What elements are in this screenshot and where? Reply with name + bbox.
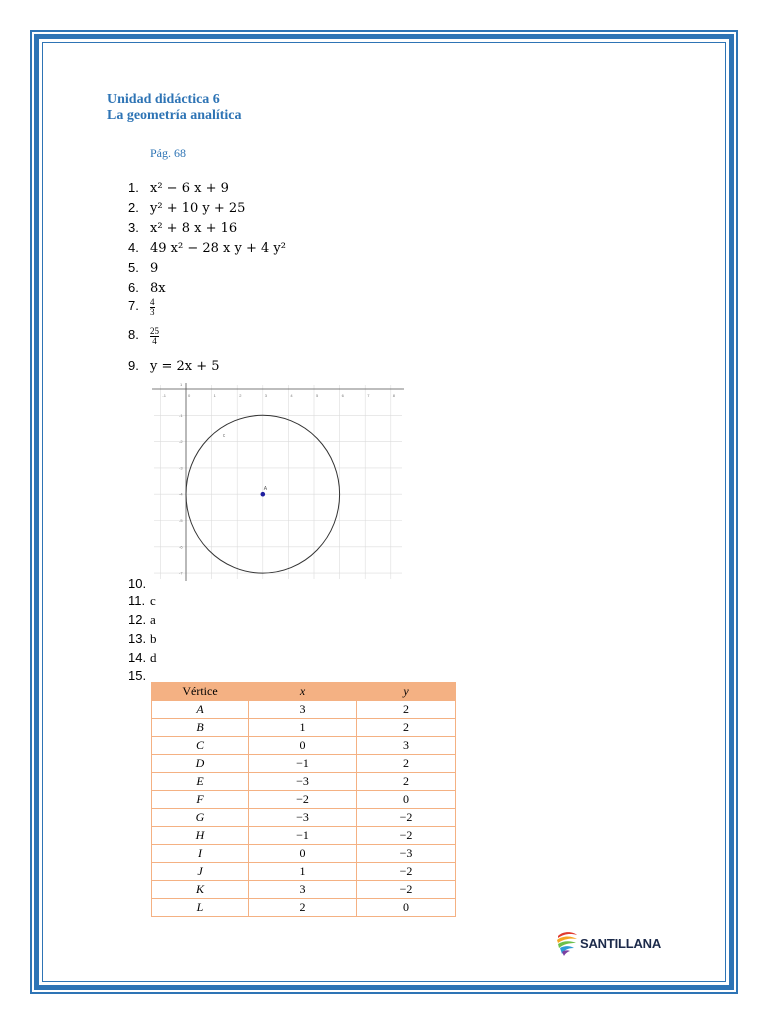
answer-number: 3. (128, 220, 139, 235)
y-tick-label: -1 (179, 412, 183, 418)
answer-number: 4. (128, 240, 139, 255)
answer-8 (128, 327, 159, 346)
table-row (152, 737, 456, 755)
y-cell: 0 (357, 899, 456, 917)
answer-number: 6. (128, 280, 139, 295)
table-row (152, 773, 456, 791)
vertex-cell: H (152, 827, 249, 845)
y-cell: 2 (357, 755, 456, 773)
table-row (152, 791, 456, 809)
x-cell: 3 (249, 881, 357, 899)
vertex-cell: F (152, 791, 249, 809)
vertex-cell: G (152, 809, 249, 827)
x-tick-label: 2 (239, 393, 242, 398)
y-tick-label: -6 (179, 544, 183, 550)
answer-number: 10. (128, 576, 147, 591)
answer-13 (128, 631, 157, 647)
denominator: 3 (150, 307, 155, 317)
santillana-logo-text: SANTILLANA (580, 935, 662, 951)
answer-number: 8. (128, 327, 139, 343)
header-x: x (249, 683, 357, 701)
answer-7 (128, 298, 155, 317)
answer-text: x² + 8 x + 16 (150, 221, 238, 236)
vertex-cell: D (152, 755, 249, 773)
table-row (152, 827, 456, 845)
y-cell: 2 (357, 773, 456, 791)
x-cell: −1 (249, 755, 357, 773)
answer-text: y² + 10 y + 25 (150, 201, 246, 216)
answer-5 (128, 260, 158, 276)
x-tick-label: 7 (367, 393, 370, 398)
x-tick-label: 4 (290, 393, 293, 398)
answer-4 (128, 240, 286, 256)
vertex-cell: C (152, 737, 249, 755)
x-cell: −1 (249, 827, 357, 845)
y-tick-label: -4 (179, 491, 183, 497)
answer-number: 14. (128, 650, 147, 665)
vertex-cell: L (152, 899, 249, 917)
vertex-cell: K (152, 881, 249, 899)
answer-text: 8x (150, 281, 166, 296)
answer-6 (128, 280, 166, 296)
y-top-tick-label: 1 (180, 383, 183, 387)
y-cell: −2 (357, 827, 456, 845)
y-cell: 2 (357, 719, 456, 737)
vertex-cell: B (152, 719, 249, 737)
x-cell: 2 (249, 899, 357, 917)
x-cell: −2 (249, 791, 357, 809)
x-cell: 0 (249, 737, 357, 755)
answer-number: 1. (128, 180, 139, 195)
answer-text: 9 (150, 261, 159, 276)
vertex-cell: E (152, 773, 249, 791)
x-tick-label: 6 (341, 393, 344, 398)
answer-number: 13. (128, 631, 147, 646)
vertices-table (151, 682, 456, 917)
center-point (261, 492, 266, 497)
unit-title (107, 92, 242, 124)
table-row (152, 755, 456, 773)
y-tick-label: -5 (179, 518, 183, 523)
vertex-cell: A (152, 701, 249, 719)
y-cell: 3 (357, 737, 456, 755)
x-cell: −3 (249, 773, 357, 791)
answer-10 (128, 576, 150, 592)
table-row (152, 809, 456, 827)
answer-text: 49 x² − 28 x y + 4 y² (150, 241, 286, 256)
x-cell: 0 (249, 845, 357, 863)
table-row (152, 881, 456, 899)
answer-number: 9. (128, 358, 139, 373)
y-cell: −2 (357, 881, 456, 899)
answer-text: x² − 6 x + 9 (150, 181, 229, 196)
vertices-table-wrap (151, 682, 456, 917)
table-row (152, 845, 456, 863)
table-row (152, 701, 456, 719)
x-tick-label: 0 (188, 393, 191, 398)
answer-15 (128, 668, 150, 684)
answer-number: 12. (128, 612, 147, 627)
y-cell: −2 (357, 809, 456, 827)
answer-text: d (150, 650, 157, 665)
answer-number: 5. (128, 260, 139, 275)
answer-number: 2. (128, 200, 139, 215)
x-cell: −3 (249, 809, 357, 827)
answer-2 (128, 200, 245, 216)
answer-number: 11. (128, 593, 146, 608)
topic-heading: La geometría analítica (107, 108, 242, 123)
x-tick-label: 3 (264, 393, 268, 398)
fraction (150, 327, 159, 346)
answer-14 (128, 650, 157, 666)
header-y: y (357, 683, 456, 701)
answer-text: b (150, 631, 157, 646)
table-header-row (152, 683, 456, 701)
answer-12 (128, 612, 156, 628)
vertex-cell: I (152, 845, 249, 863)
x-tick-label: 1 (213, 393, 216, 398)
table-row (152, 899, 456, 917)
y-cell: 0 (357, 791, 456, 809)
page-reference: Pág. 68 (150, 146, 186, 160)
y-cell: −2 (357, 863, 456, 881)
answer-number: 7. (128, 298, 139, 314)
answer-3 (128, 220, 237, 236)
answer-11 (128, 593, 156, 609)
answer-number: 15. (128, 668, 147, 683)
x-tick-label: -1 (162, 393, 166, 398)
y-tick-label: -7 (179, 570, 183, 576)
table-row (152, 863, 456, 881)
numerator: 25 (150, 326, 159, 336)
header-vertex: Vértice (152, 683, 249, 701)
y-tick-label: -2 (179, 439, 183, 445)
denominator: 4 (152, 336, 157, 346)
vertex-cell: J (152, 863, 249, 881)
answer-text: c (150, 593, 156, 608)
answer-text: a (150, 612, 156, 627)
x-cell: 1 (249, 863, 357, 881)
answer-1 (128, 180, 229, 196)
x-cell: 3 (249, 701, 357, 719)
x-tick-label: 8 (392, 393, 396, 398)
numerator: 4 (150, 297, 155, 307)
center-point-label: A (263, 486, 268, 493)
table-body (152, 701, 456, 917)
curve-label: c (222, 433, 226, 440)
santillana-logo-icon (556, 930, 578, 956)
table-row (152, 719, 456, 737)
fraction (150, 298, 155, 317)
x-cell: 1 (249, 719, 357, 737)
answer-text: y = 2x + 5 (150, 359, 220, 374)
circle-graph (150, 383, 405, 581)
x-tick-label: 5 (316, 393, 319, 398)
santillana-logo (556, 930, 661, 956)
y-tick-label: -3 (179, 465, 183, 471)
y-cell: 2 (357, 701, 456, 719)
answer-9 (128, 358, 220, 374)
unit-heading: Unidad didáctica 6 (107, 92, 220, 107)
y-cell: −3 (357, 845, 456, 863)
